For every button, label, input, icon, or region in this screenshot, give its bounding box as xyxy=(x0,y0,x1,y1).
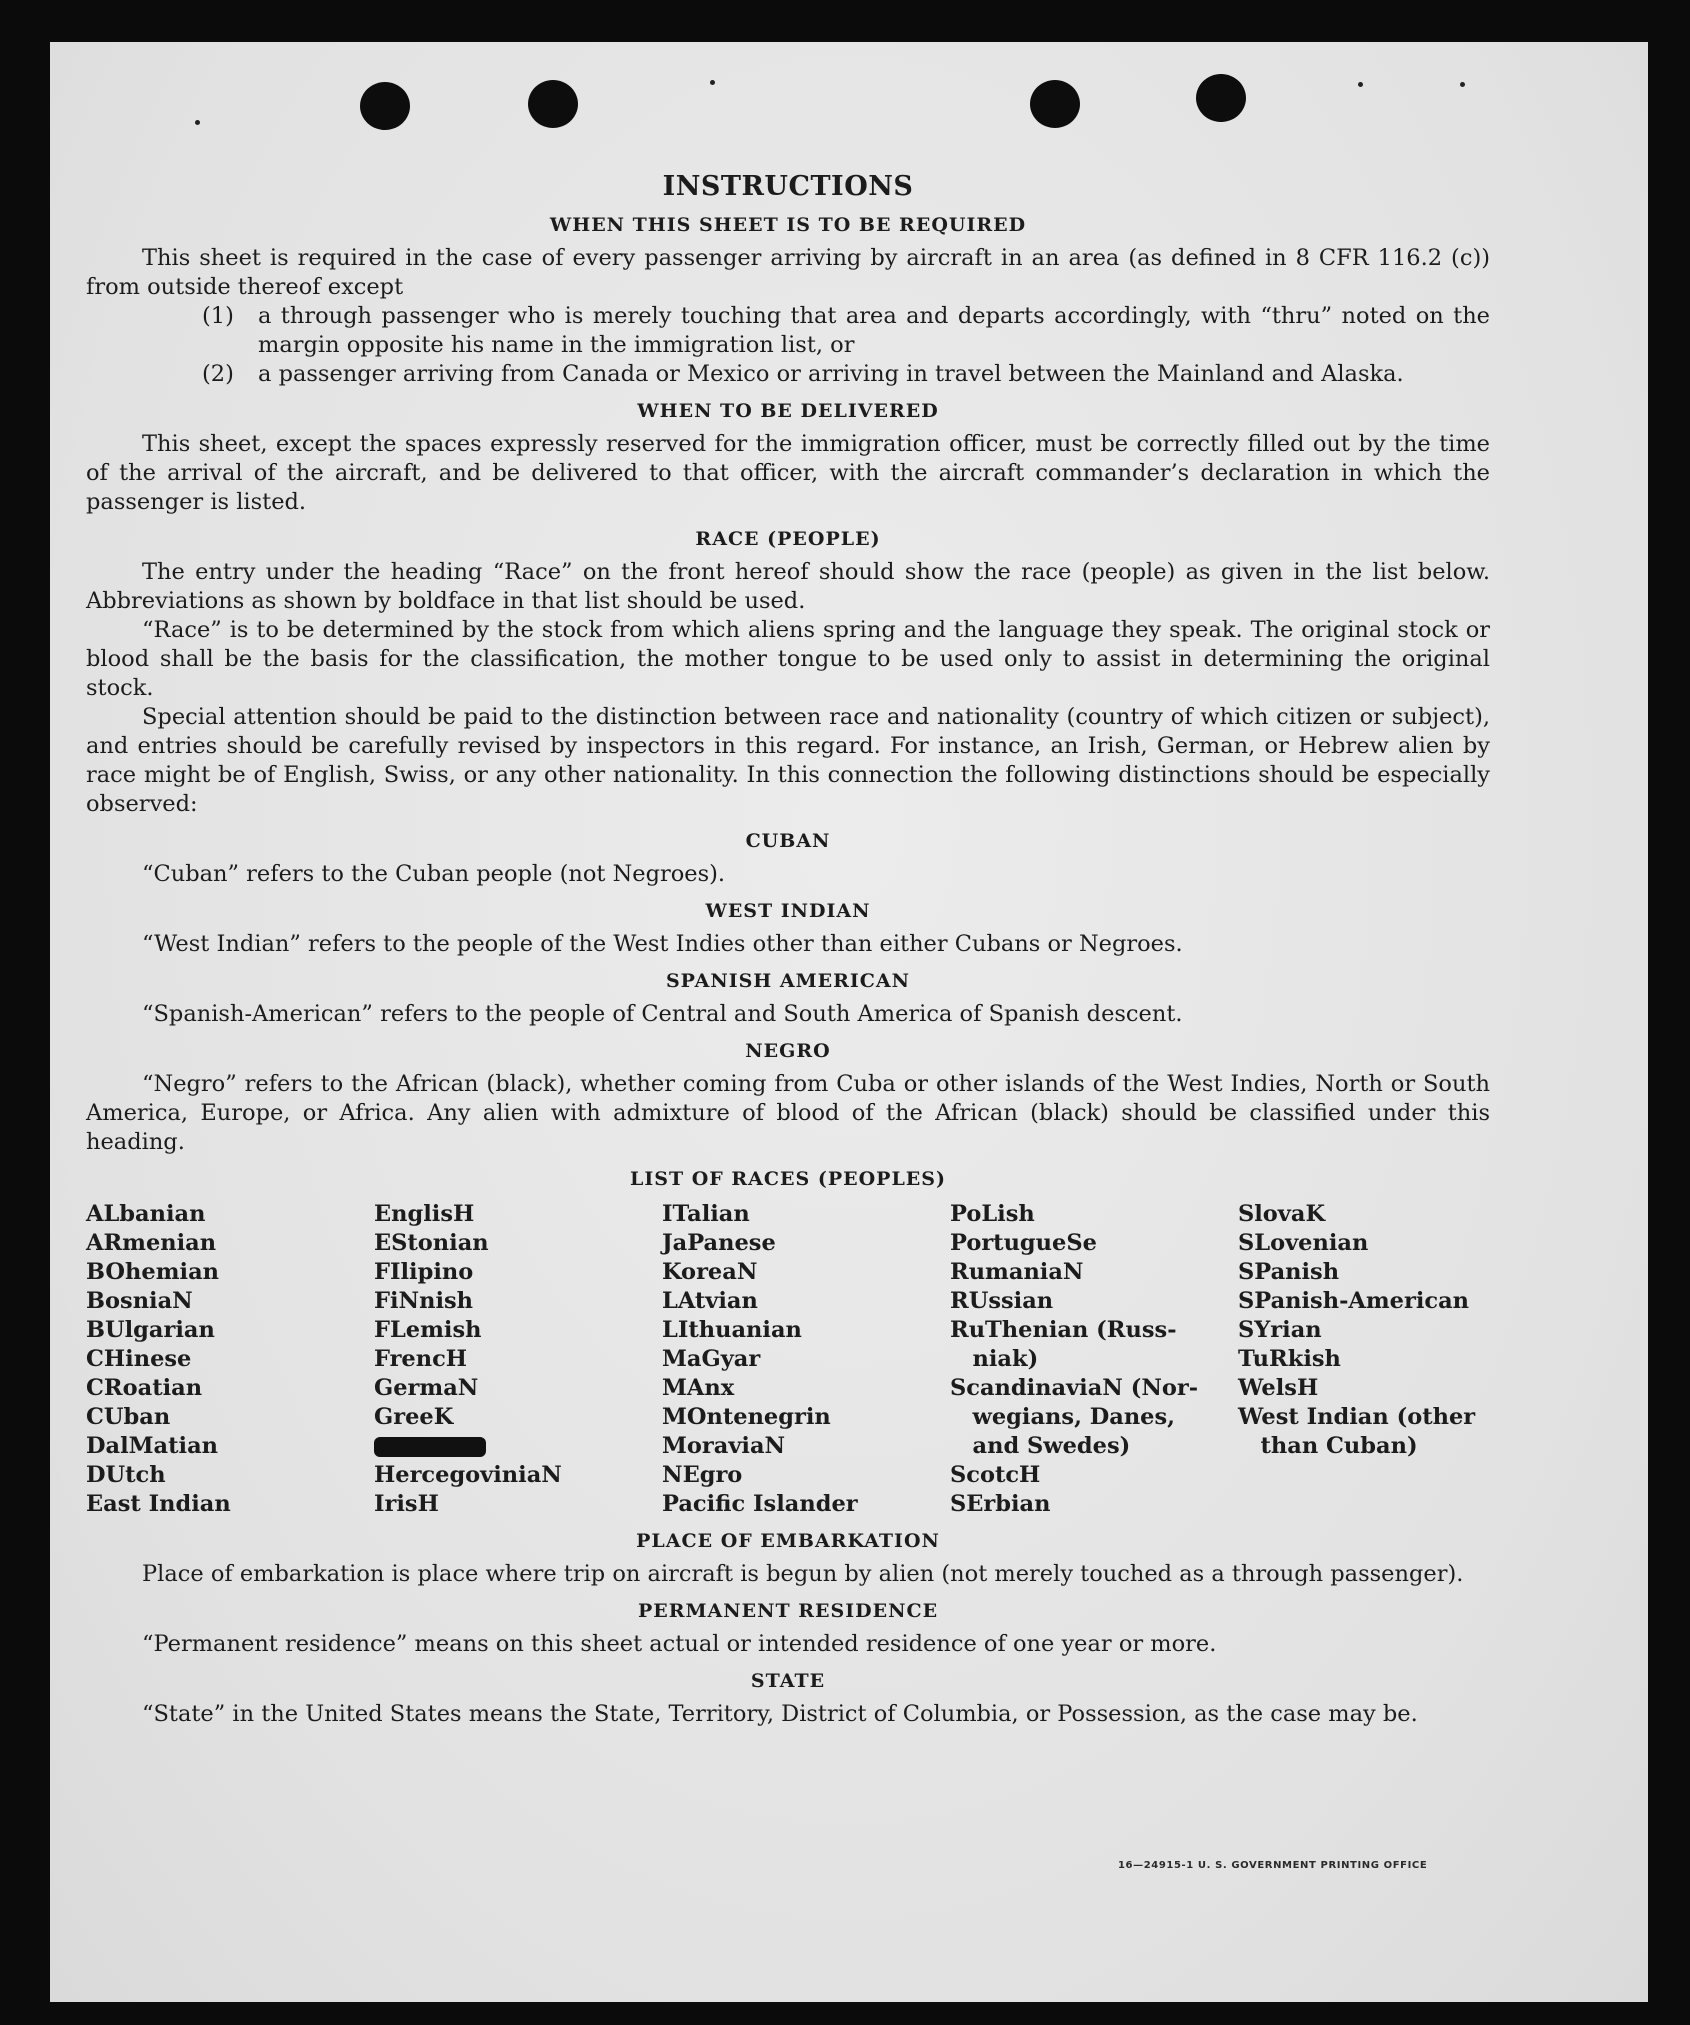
section-heading: RACE (PEOPLE) xyxy=(695,528,881,550)
race-entry: PortugueSe xyxy=(950,1230,1097,1256)
race-entry: CHinese xyxy=(86,1346,192,1372)
speck xyxy=(195,120,200,125)
race-entry: HercegoviniaN xyxy=(374,1462,562,1488)
race-entry: MoraviaN xyxy=(662,1433,786,1459)
section-heading: SPANISH AMERICAN xyxy=(665,970,911,992)
paragraph: Special attention should be paid to the distinction between race and nationality (country of which citizen or subject), and entries should be carefully revised by inspectors in this regard. For instance, an Irish, German, or Hebrew alien by race might be of English, Swiss, or any other nationality. In this connection the following distinctions should be especially observed: xyxy=(86,704,1490,817)
paragraph: “West Indian” refers to the people of the West Indies other than either Cubans or Negroes. xyxy=(142,931,1183,957)
race-entry: FrencH xyxy=(374,1346,468,1372)
paragraph: “Cuban” refers to the Cuban people (not Negroes). xyxy=(142,861,726,887)
race-entry: PoLish xyxy=(950,1201,1035,1227)
races-list xyxy=(86,1200,1490,1519)
section-state xyxy=(86,1667,1490,1729)
redacted-entry xyxy=(374,1432,662,1461)
race-entry: MaGyar xyxy=(662,1346,761,1372)
races-column xyxy=(1238,1200,1490,1519)
section-heading: CUBAN xyxy=(745,830,831,852)
paragraph: “State” in the United States means the State, Territory, District of Columbia, or Possession, as the case may be. xyxy=(142,1701,1418,1727)
paragraph: “Negro” refers to the African (black), whether coming from Cuba or other islands of the West Indies, North or South America, Europe, or Africa. Any alien with admixture of blood of the African (black) should be classified under this heading. xyxy=(86,1071,1490,1155)
paragraph: This sheet, except the spaces expressly reserved for the immigration officer, must be correctly filled out by the time of the arrival of the aircraft, and be delivered to that officer, with the aircraft commander’s declaration in which the passenger is listed. xyxy=(86,431,1490,515)
section-west-indian xyxy=(86,897,1490,959)
section-heading: PERMANENT RESIDENCE xyxy=(637,1600,939,1622)
race-entry: ALbanian xyxy=(86,1201,206,1227)
list-item xyxy=(202,302,1490,360)
race-entry: RuThenian (Russ- xyxy=(950,1317,1177,1343)
race-entry: FiNnish xyxy=(374,1288,474,1314)
punch-hole xyxy=(1030,80,1080,128)
race-entry: CRoatian xyxy=(86,1375,203,1401)
list-item xyxy=(202,360,1490,389)
race-entry: RumaniaN xyxy=(950,1259,1084,1285)
race-entry: TuRkish xyxy=(1238,1346,1341,1372)
item-number: (2) xyxy=(202,361,234,387)
race-entry: than Cuban) xyxy=(1238,1433,1418,1459)
item-number: (1) xyxy=(202,303,234,329)
item-text: a through passenger who is merely touching that area and departs accordingly, with “thru” noted on the margin opposite his name in the immigration list, or xyxy=(258,303,1490,358)
races-column xyxy=(662,1200,950,1519)
race-entry: LAtvian xyxy=(662,1288,758,1314)
redaction-mark xyxy=(374,1437,486,1457)
race-entry: EnglisH xyxy=(374,1201,475,1227)
race-entry: BOhemian xyxy=(86,1259,220,1285)
section-permanent-residence xyxy=(86,1597,1490,1659)
race-entry: FLemish xyxy=(374,1317,482,1343)
punch-hole xyxy=(528,80,578,128)
race-entry: SYrian xyxy=(1238,1317,1322,1343)
race-entry: WelsH xyxy=(1238,1375,1319,1401)
races-column xyxy=(950,1200,1238,1519)
races-column xyxy=(86,1200,374,1519)
race-entry: CUban xyxy=(86,1404,171,1430)
race-entry: DUtch xyxy=(86,1462,166,1488)
speck xyxy=(710,80,715,85)
document-body xyxy=(86,168,1490,1729)
races-column xyxy=(374,1200,662,1519)
punch-hole xyxy=(360,82,410,130)
section-spanish-american xyxy=(86,967,1490,1029)
section-heading: LIST OF RACES (PEOPLES) xyxy=(630,1168,946,1190)
section-heading: PLACE OF EMBARKATION xyxy=(636,1530,940,1552)
race-entry: BosniaN xyxy=(86,1288,193,1314)
paragraph: “Permanent residence” means on this sheet actual or intended residence of one year or more. xyxy=(142,1631,1217,1657)
race-entry: SPanish-American xyxy=(1238,1288,1470,1314)
race-entry: SPanish xyxy=(1238,1259,1340,1285)
paragraph: This sheet is required in the case of every passenger arriving by aircraft in an area (as defined in 8 CFR 116.2 (c)) from outside thereof except xyxy=(86,245,1490,300)
section-cuban xyxy=(86,827,1490,889)
section-negro xyxy=(86,1037,1490,1157)
race-entry: West Indian (other xyxy=(1238,1404,1476,1430)
section-heading: WHEN THIS SHEET IS TO BE REQUIRED xyxy=(549,214,1027,236)
race-entry: SLovenian xyxy=(1238,1230,1369,1256)
paragraph: “Spanish-American” refers to the people of Central and South America of Spanish descent. xyxy=(142,1001,1183,1027)
race-entry: ITalian xyxy=(662,1201,750,1227)
race-entry: ARmenian xyxy=(86,1230,217,1256)
section-required xyxy=(86,211,1490,389)
speck xyxy=(1460,82,1465,87)
paragraph: “Race” is to be determined by the stock from which aliens spring and the language they speak. The original stock or blood shall be the basis for the classification, the mother tongue to be used only to assist in determining the original stock. xyxy=(86,617,1490,701)
page-title: INSTRUCTIONS xyxy=(662,171,914,202)
race-entry: SlovaK xyxy=(1238,1201,1326,1227)
race-entry: East Indian xyxy=(86,1491,231,1517)
race-entry: FIlipino xyxy=(374,1259,474,1285)
race-entry: GermaN xyxy=(374,1375,479,1401)
section-heading: NEGRO xyxy=(745,1040,831,1062)
race-entry: IrisH xyxy=(374,1491,439,1517)
section-heading: WEST INDIAN xyxy=(705,900,871,922)
race-entry: and Swedes) xyxy=(950,1433,1131,1459)
races-section xyxy=(86,1165,1490,1519)
race-entry: GreeK xyxy=(374,1404,454,1430)
speck xyxy=(1358,82,1363,87)
section-heading: WHEN TO BE DELIVERED xyxy=(637,400,939,422)
race-entry: RUssian xyxy=(950,1288,1054,1314)
race-entry: EStonian xyxy=(374,1230,489,1256)
race-entry: ScotcH xyxy=(950,1462,1041,1488)
paragraph: The entry under the heading “Race” on the front hereof should show the race (people) as given in the list below. Abbreviations as shown by boldface in that list should be used. xyxy=(86,559,1490,614)
race-entry: Pacific Islander xyxy=(662,1491,858,1517)
section-delivered xyxy=(86,397,1490,517)
race-entry: SErbian xyxy=(950,1491,1051,1517)
punch-hole xyxy=(1196,74,1246,122)
race-entry: KoreaN xyxy=(662,1259,758,1285)
section-heading: STATE xyxy=(750,1670,826,1692)
race-entry: DalMatian xyxy=(86,1433,219,1459)
section-embarkation xyxy=(86,1527,1490,1589)
race-entry: BUlgarian xyxy=(86,1317,215,1343)
race-entry: MOntenegrin xyxy=(662,1404,831,1430)
race-entry: MAnx xyxy=(662,1375,735,1401)
race-entry: NEgro xyxy=(662,1462,743,1488)
race-entry: niak) xyxy=(950,1346,1039,1372)
paragraph: Place of embarkation is place where trip on aircraft is begun by alien (not merely touched as a through passenger). xyxy=(142,1561,1464,1587)
race-entry: JaPanese xyxy=(662,1230,776,1256)
race-entry: wegians, Danes, xyxy=(950,1404,1175,1430)
race-entry: ScandinaviaN (Nor- xyxy=(950,1375,1199,1401)
printing-office-code: 16—24915-1 U. S. GOVERNMENT PRINTING OFFICE xyxy=(1118,1860,1428,1871)
item-text: a passenger arriving from Canada or Mexico or arriving in travel between the Mainland and Alaska. xyxy=(258,361,1404,387)
section-race xyxy=(86,525,1490,819)
race-entry: LIthuanian xyxy=(662,1317,802,1343)
